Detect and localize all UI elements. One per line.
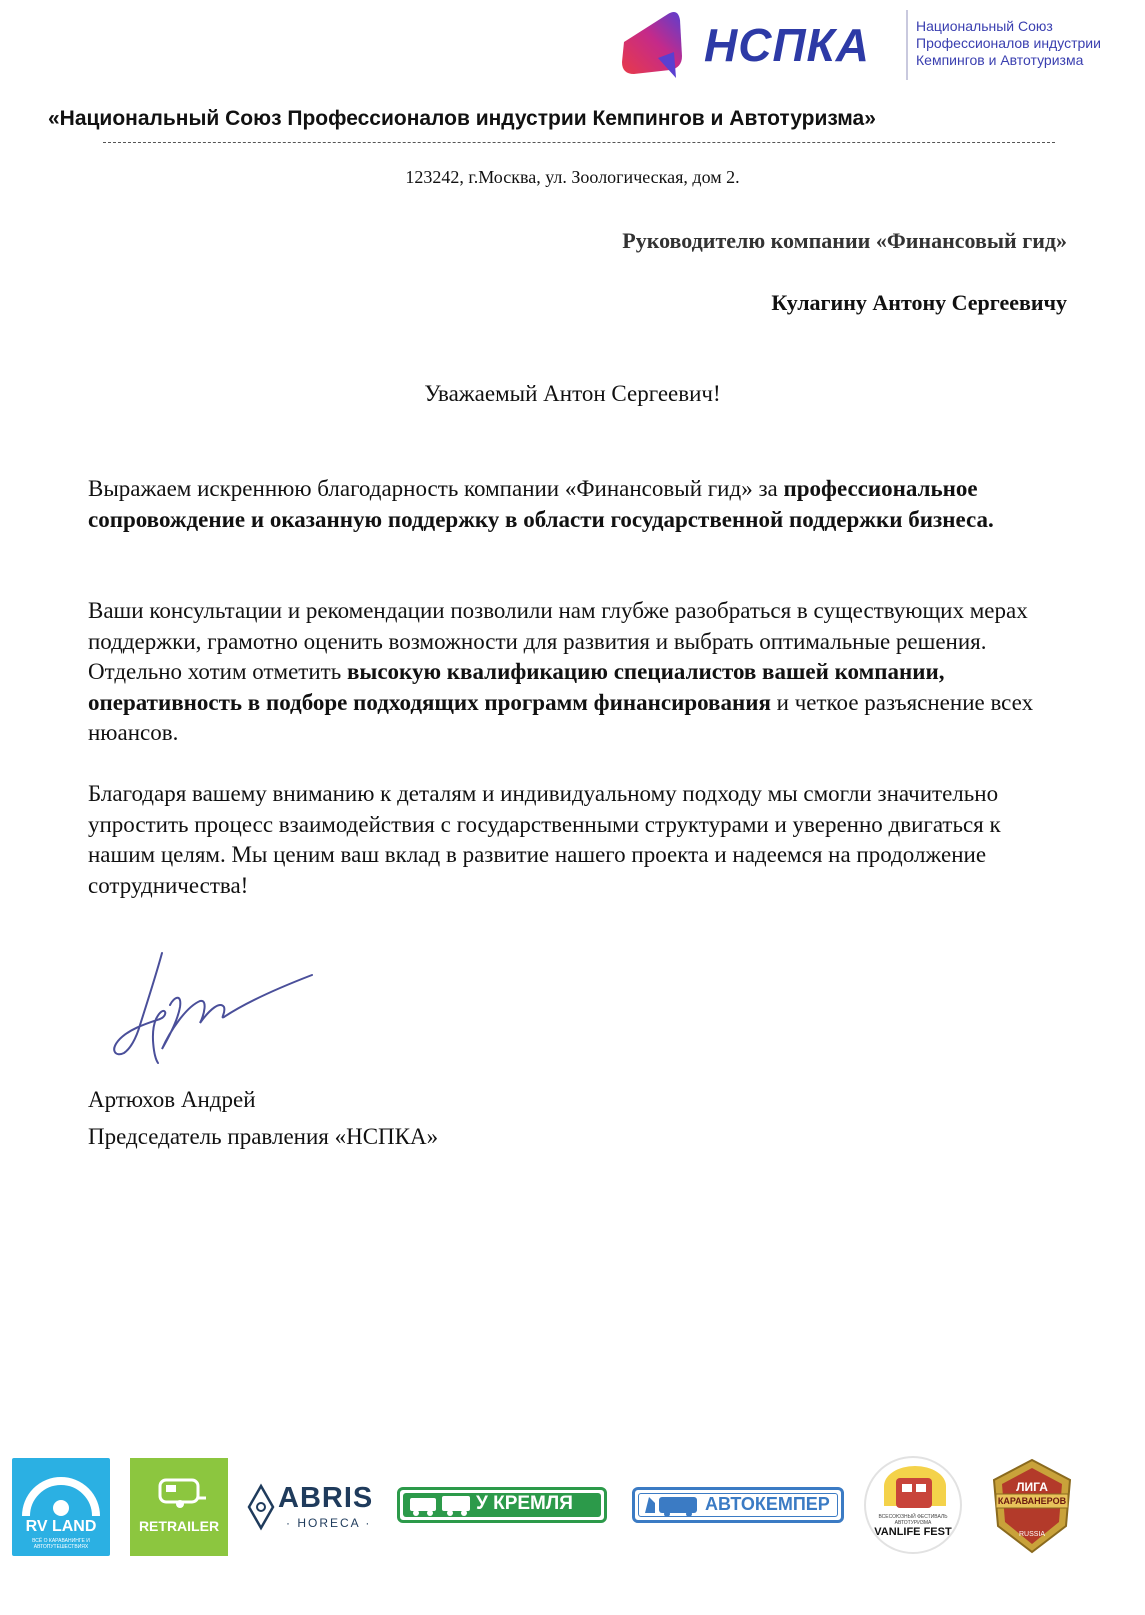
logo-subtitle-line: Профессионалов индустрии <box>916 35 1101 51</box>
abris-logo <box>246 1480 381 1535</box>
liga-emblem-icon <box>982 1456 1082 1556</box>
nspka-logo-mark-icon <box>618 8 696 80</box>
vanlife-name: VANLIFE FEST <box>874 1526 952 1538</box>
liga-karavanerov-logo <box>982 1456 1082 1556</box>
logo-subtitle-line: Национальный Союз <box>916 18 1053 34</box>
paragraph-1 <box>88 474 1048 535</box>
paragraph-3: Благодаря вашему вниманию к деталям и индивидуальному подходу мы смогли значительно упростить процесс взаимодействия с государственными структурами и уверенно двигаться к нашим целям. Мы ценим ваш вклад в развитие нашего проекта и надеемся на продолжение сотрудничества! <box>88 781 1001 898</box>
avtokemper-logo <box>632 1487 844 1523</box>
paragraph-text: и четкое разъяснение всех нюансов. <box>88 689 1034 745</box>
paragraph-bold-text: высокую квалификацию специалистов вашей компании, оперативность в подборе подходящих программ финансирования <box>88 659 945 715</box>
liga-country: RUSSIA <box>1018 1531 1046 1538</box>
signer-title: Председатель правления «НСПКА» <box>88 1124 439 1149</box>
liga-subtitle: КАРАВАНЕРОВ <box>997 1496 1067 1506</box>
recipient-position: Руководителю компании «Финансовый гид» <box>622 228 1067 253</box>
handwritten-signature <box>100 945 340 1075</box>
rv-land-arch-icon <box>12 1458 110 1518</box>
paragraph-bold-text: профессиональное сопровождение и оказанную поддержку в области государственной поддержки бизнеса. <box>88 476 994 532</box>
rv-land-logo <box>12 1458 110 1556</box>
paragraph-text: Ваши консультации и рекомендации позволили нам глубже разобраться в существующих мерах поддержки, грамотно оценить возможности для развития и выбрать оптимальные решения. Отдельно хотим отметить <box>88 598 1028 684</box>
organization-address: 123242, г.Москва, ул. Зоологическая, дом 2. <box>405 167 740 187</box>
dashed-divider <box>103 142 1055 143</box>
vanlife-fest-logo <box>864 1456 962 1554</box>
greeting: Уважаемый Антон Сергеевич! <box>424 381 721 406</box>
van-icon <box>866 1464 960 1514</box>
signer-name: Артюхов Андрей <box>88 1087 256 1112</box>
rv-land-name: RV LAND <box>25 1518 97 1535</box>
logo-subtitle-line: Кемпингов и Автотуризма <box>916 52 1084 68</box>
logo-wordmark: НСПКА <box>704 19 871 71</box>
paragraph-text: Выражаем искреннюю благодарность компании «Финансовый гид» за <box>88 476 784 501</box>
vanlife-tagline: ВСЕСОЮЗНЫЙ ФЕСТИВАЛЬ АВТОТУРИЗМА <box>878 1514 948 1526</box>
liga-name: ЛИГА <box>1016 1480 1048 1494</box>
logo-divider <box>906 10 908 80</box>
abris-name: ABRIS <box>278 1482 374 1514</box>
paragraph-2 <box>88 596 1048 749</box>
recipient-name: Кулагину Антону Сергеевичу <box>771 290 1067 315</box>
logo-subtitle <box>916 18 1101 69</box>
camper-truck-icon <box>408 1492 474 1518</box>
trailer-icon <box>130 1458 228 1514</box>
retrailer-logo <box>130 1458 228 1556</box>
motorhome-icon <box>643 1493 703 1519</box>
nspka-logo <box>618 8 1138 84</box>
organization-title: «Национальный Союз Профессионалов индустрии Кемпингов и Автотуризма» <box>48 107 876 130</box>
abris-subtitle: · HORECA · <box>286 1516 372 1530</box>
u-kremlya-name: У КРЕМЛЯ <box>476 1493 573 1514</box>
avtokemper-name: АВТОКЕМПЕР <box>705 1494 830 1514</box>
abris-diamond-icon <box>246 1482 276 1532</box>
rv-land-tagline: ВСЁ О КАРАВАНИНГЕ И АВТОПУТЕШЕСТВИЯХ <box>32 1538 90 1550</box>
u-kremlya-logo <box>397 1487 607 1523</box>
retrailer-name: RETRAILER <box>138 1518 220 1534</box>
